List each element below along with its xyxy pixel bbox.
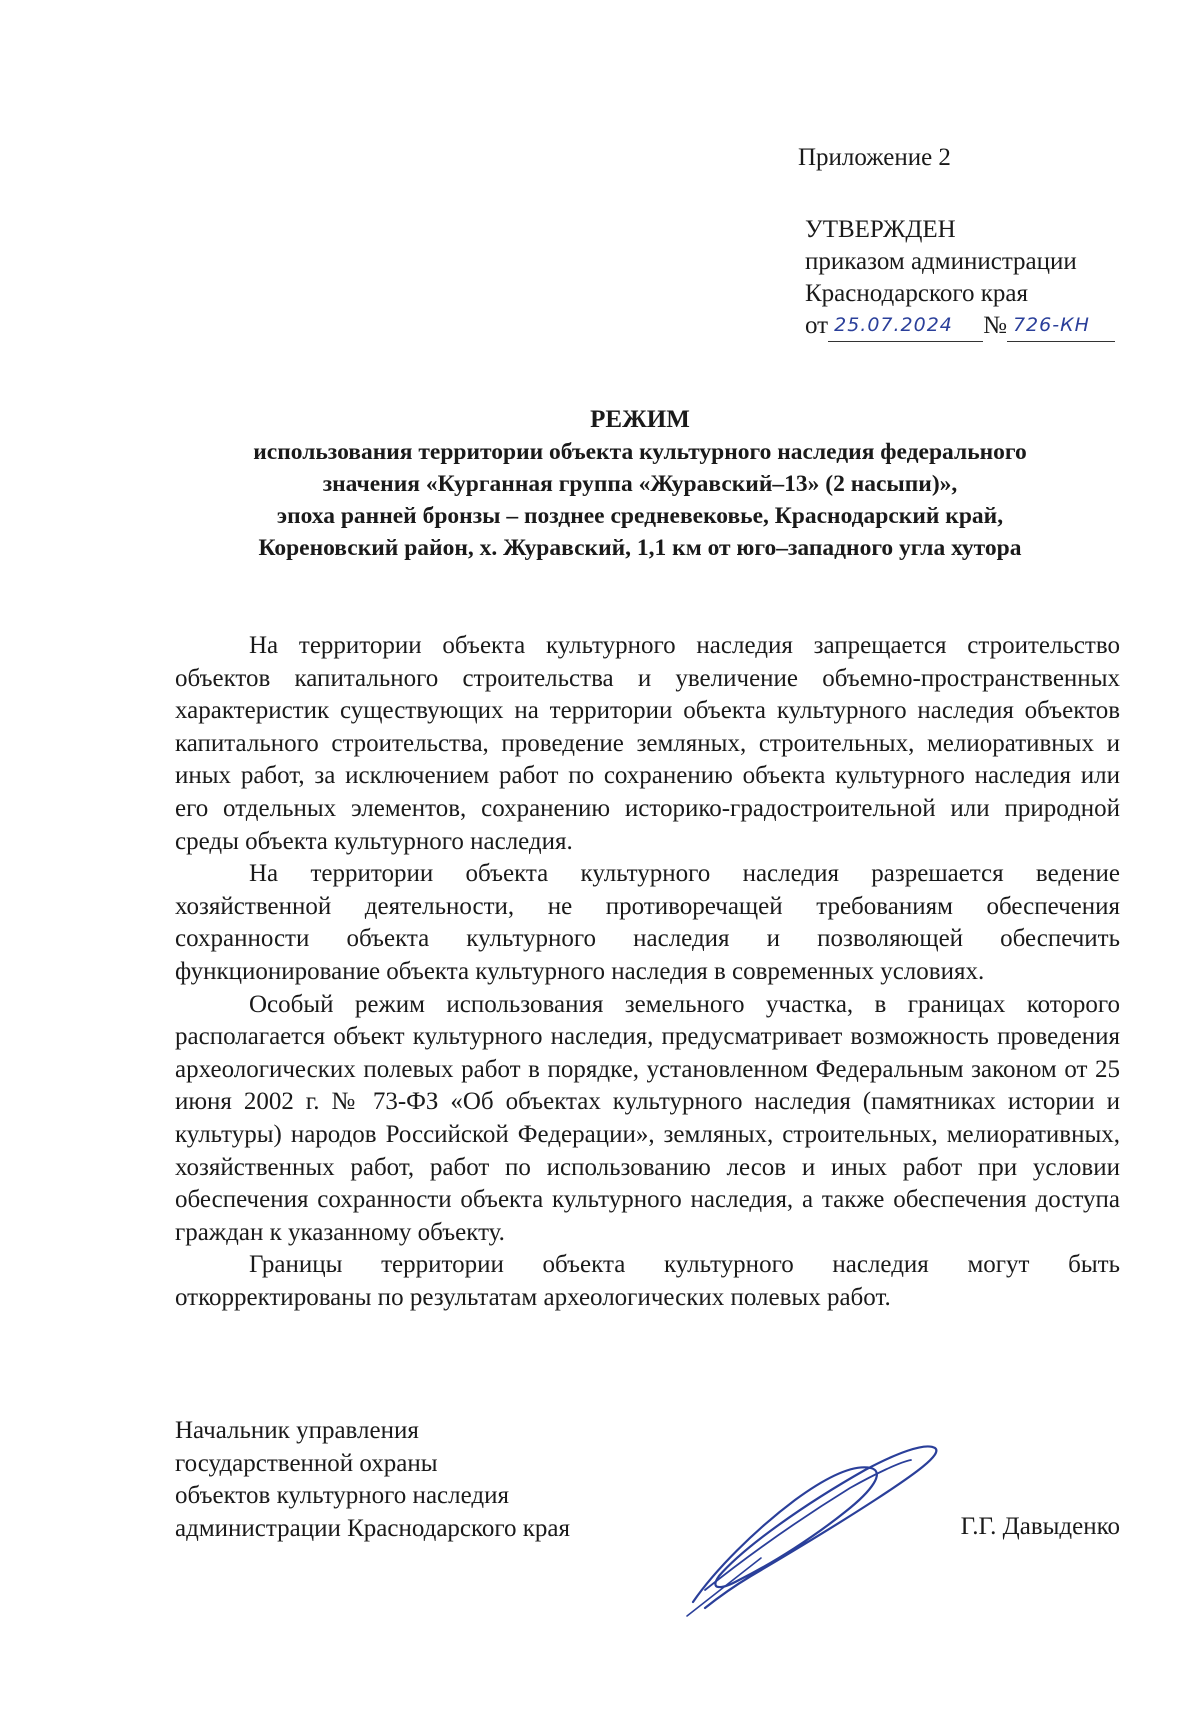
date-field	[828, 315, 983, 342]
position-line-3: объектов культурного наследия	[175, 1482, 509, 1509]
handwritten-number: 726-КН	[1012, 314, 1090, 336]
title-line-2: значения «Курганная группа «Журавский–13» (2 насыпи)»,	[322, 471, 958, 497]
title-line-3: эпоха ранней бронзы – позднее средневековье, Краснодарский край,	[276, 503, 1004, 529]
position-line-1: Начальник управления	[175, 1417, 419, 1444]
approval-status: УТВЕРЖДЕН	[805, 216, 956, 243]
paragraph-3: Особый режим использования земельного участка, в границах которого располагается объект культурного наследия, предусматривает возможность проведения археологических полевых работ в порядке, установленном Федеральным законом от 25 июня 2002 г. № 73-ФЗ «Об объектах культурного наследия (памятниках истории и культуры) народов Российской Федерации», земляных, строительных, мелиоративных, хозяйственных работ, работ по использованию лесов и иных работ при условии обеспечения сохранности объекта культурного наследия, а также обеспечения доступа граждан к указанному объекту.	[175, 990, 1120, 1246]
document-title	[140, 404, 1140, 564]
approval-line-2: Краснодарского края	[805, 280, 1028, 307]
paragraph-1: На территории объекта культурного наследия запрещается строительство объектов капитального строительства и увеличение объемно-пространственных характеристик существующих на территории объекта культурного наследия объектов капитального строительства, проведение земляных, строительных, мелиоративных и иных работ, за исключением работ по сохранению объекта культурного наследия или его отдельных элементов, сохранению историко-градостроительной или природной среды объекта культурного наследия.	[175, 632, 1120, 855]
approval-date-line	[805, 310, 1115, 342]
appendix-label: Приложение 2	[798, 144, 951, 171]
handwritten-date: 25.07.2024	[834, 314, 953, 336]
date-prefix: от	[805, 312, 829, 339]
signatory-name: Г.Г. Давыденко	[960, 1513, 1120, 1540]
document-body	[175, 630, 1120, 1314]
signatory-position	[175, 1415, 570, 1545]
approval-line-1: приказом администрации	[805, 248, 1077, 275]
position-line-4: администрации Краснодарского края	[175, 1514, 571, 1542]
position-line-2: государственной охраны	[175, 1449, 438, 1477]
title-line-4: Кореновский район, х. Журавский, 1,1 км от юго–западного угла хутора	[258, 535, 1022, 561]
paragraph-4: Границы территории объекта культурного наследия могут быть откорректированы по результатам археологических полевых работ.	[175, 1251, 1120, 1311]
handwritten-signature	[675, 1430, 945, 1620]
title-main: РЕЖИМ	[590, 406, 690, 433]
title-line-1: использования территории объекта культурного наследия федерального	[253, 439, 1027, 465]
number-prefix: №	[983, 312, 1007, 339]
approval-block	[805, 214, 1115, 342]
paragraph-2: На территории объекта культурного наследия разрешается ведение хозяйственной деятельности, не противоречащей требованиям обеспечения сохранности объекта культурного наследия и позволяющей обеспечить функционирование объекта культурного наследия в современных условиях.	[175, 860, 1120, 985]
number-field	[1007, 315, 1115, 342]
